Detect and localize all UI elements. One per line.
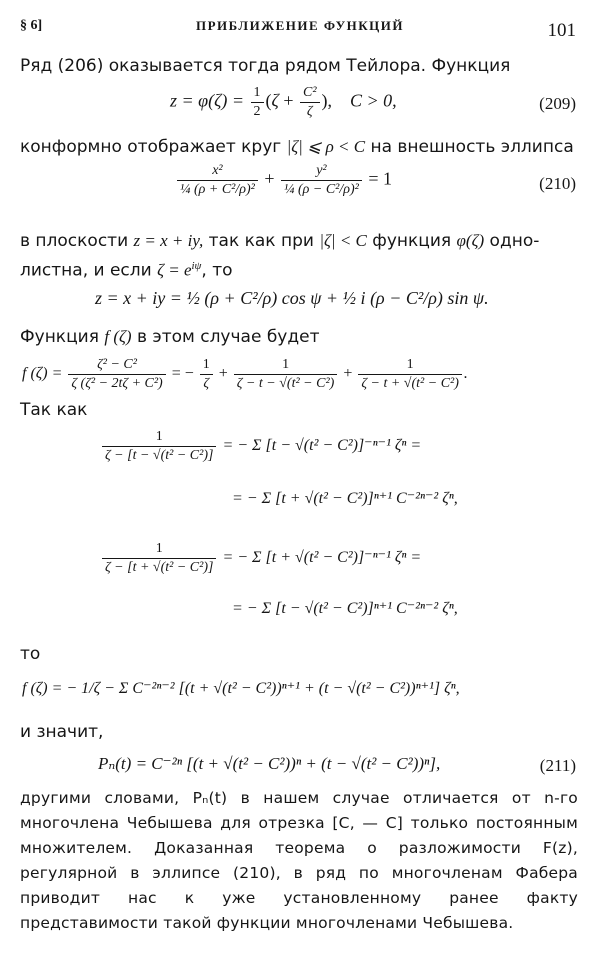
series3-rhs: = − Σ [t + √(t² − C²)]⁻ⁿ⁻¹ ζⁿ =	[222, 549, 422, 567]
eqf-fraction-one: $\frac{1}{\zeta}$	[200, 356, 213, 393]
eq209-half: $\frac{1}{2}$	[251, 84, 264, 121]
series-1	[100, 428, 421, 465]
paragraph-conformal: конформно отображает круг |ζ| ⩽ ρ < C на внешность эллипса	[20, 137, 574, 157]
series-3	[100, 540, 421, 577]
equation-209: z = φ(ζ) = $\frac{1}{2}$ (ζ + $\frac{\text{C²}}{\zeta}$ ), C > 0,	[170, 85, 397, 119]
eq209-fraction: $\frac{\text{C²}}{\zeta}$	[300, 84, 320, 121]
eq210-fraction-x: $\frac{\text{x²}}{\text{¼ (ρ + C²/ρ)²}}$	[177, 162, 258, 199]
eqf-minus: = −	[171, 365, 194, 383]
paragraph-taylor: Ряд (206) оказывается тогда рядом Тейлора. Функция	[20, 56, 511, 76]
page-number: 101	[547, 20, 576, 41]
equation-parametric: z = x + iy = ½ (ρ + C²/ρ) cos ψ + ½ i (ρ − C²/ρ) sin ψ.	[95, 288, 489, 308]
paragraph-plane: в плоскости z = x + iy, так как при |ζ| < C функция φ(ζ) одно- листна, и если $\zeta = e^{i\psi}$, то	[20, 231, 540, 281]
series-4: = − Σ [t − √(t² − C²)]ⁿ⁺¹ C⁻²ⁿ⁻² ζⁿ,	[232, 600, 458, 617]
equation-number-211: (211)	[539, 756, 576, 775]
eq210-rhs: = 1	[368, 168, 392, 189]
eqf-fraction-main: $\frac{\text{ζ² − C²}}{\text{ζ (ζ² − 2tζ + C²)}}$	[68, 356, 165, 393]
series-2: = − Σ [t + √(t² − C²)]ⁿ⁺¹ C⁻²ⁿ⁻² ζⁿ,	[232, 490, 458, 507]
paragraph-function: Функция f (ζ) в этом случае будет	[20, 327, 320, 347]
paragraph-since: Так как	[20, 400, 88, 420]
equation-f-series: f (ζ) = − 1/ζ − Σ C⁻²ⁿ⁻² [(t + √(t² − C²))ⁿ⁺¹ + (t − √(t² − C²))ⁿ⁺¹] ζⁿ,	[22, 680, 460, 697]
paragraph-hence: и значит,	[20, 722, 104, 742]
equation-211: Pₙ(t) = C⁻²ⁿ [(t + √(t² − C²))ⁿ + (t − √(t² − C²))ⁿ],	[98, 754, 441, 773]
section-marker: § 6]	[20, 18, 43, 33]
eq209-condition: C > 0,	[350, 90, 397, 111]
eq210-fraction-y: $\frac{\text{y²}}{\text{¼ (ρ − C²/ρ)²}}$	[281, 162, 362, 199]
series3-fraction: $\frac{1}{\text{ζ − [t + √(t² − C²)]}}$	[102, 540, 216, 577]
equation-f-decomposition: f (ζ) = $\frac{\text{ζ² − C²}}{\text{ζ (ζ² − 2tζ + C²)}}$ = − $\frac{1}{\zeta}$ + $\frac{1}{\text{ζ − t − √(t² − C²)}}$ + $\frac{1}{\text{ζ − t + √(t² − C²)}}$ .	[22, 357, 468, 391]
equation-210: $\frac{\text{x²}}{\text{¼ (ρ + C²/ρ)²}}$ + $\frac{\text{y²}}{\text{¼ (ρ − C²/ρ)²}}$ = 1	[175, 162, 392, 199]
series1-fraction: $\frac{1}{\text{ζ − [t − √(t² − C²)]}}$	[102, 428, 216, 465]
equation-number-210: (210)	[539, 174, 576, 193]
eqf-lhs: f (ζ) =	[22, 365, 63, 383]
running-title: ПРИБЛИЖЕНИЕ ФУНКЦИЙ	[196, 18, 404, 33]
series1-rhs: = − Σ [t − √(t² − C²)]⁻ⁿ⁻¹ ζⁿ =	[222, 437, 422, 455]
paragraph-then: то	[20, 644, 41, 664]
eqf-fraction-two: $\frac{1}{\text{ζ − t − √(t² − C²)}}$	[234, 356, 338, 393]
paragraph-conclusion: другими словами, Pₙ(t) в нашем случае отличается от n-го многочлена Чебышева для отрезка [C, — C] только постоянным множителем. Доказанная теорема о разложимости F(z), регулярной в эллипсе (210), в ряд по многочленам Фабера приводит нас к уже установленному ранее факту представимости такой функции многочленами Чебышева.	[20, 789, 578, 932]
eq209-lhs: z = φ(ζ) =	[170, 90, 245, 111]
equation-number-209: (209)	[539, 94, 576, 113]
eqf-fraction-three: $\frac{1}{\text{ζ − t + √(t² − C²)}}$	[358, 356, 462, 393]
